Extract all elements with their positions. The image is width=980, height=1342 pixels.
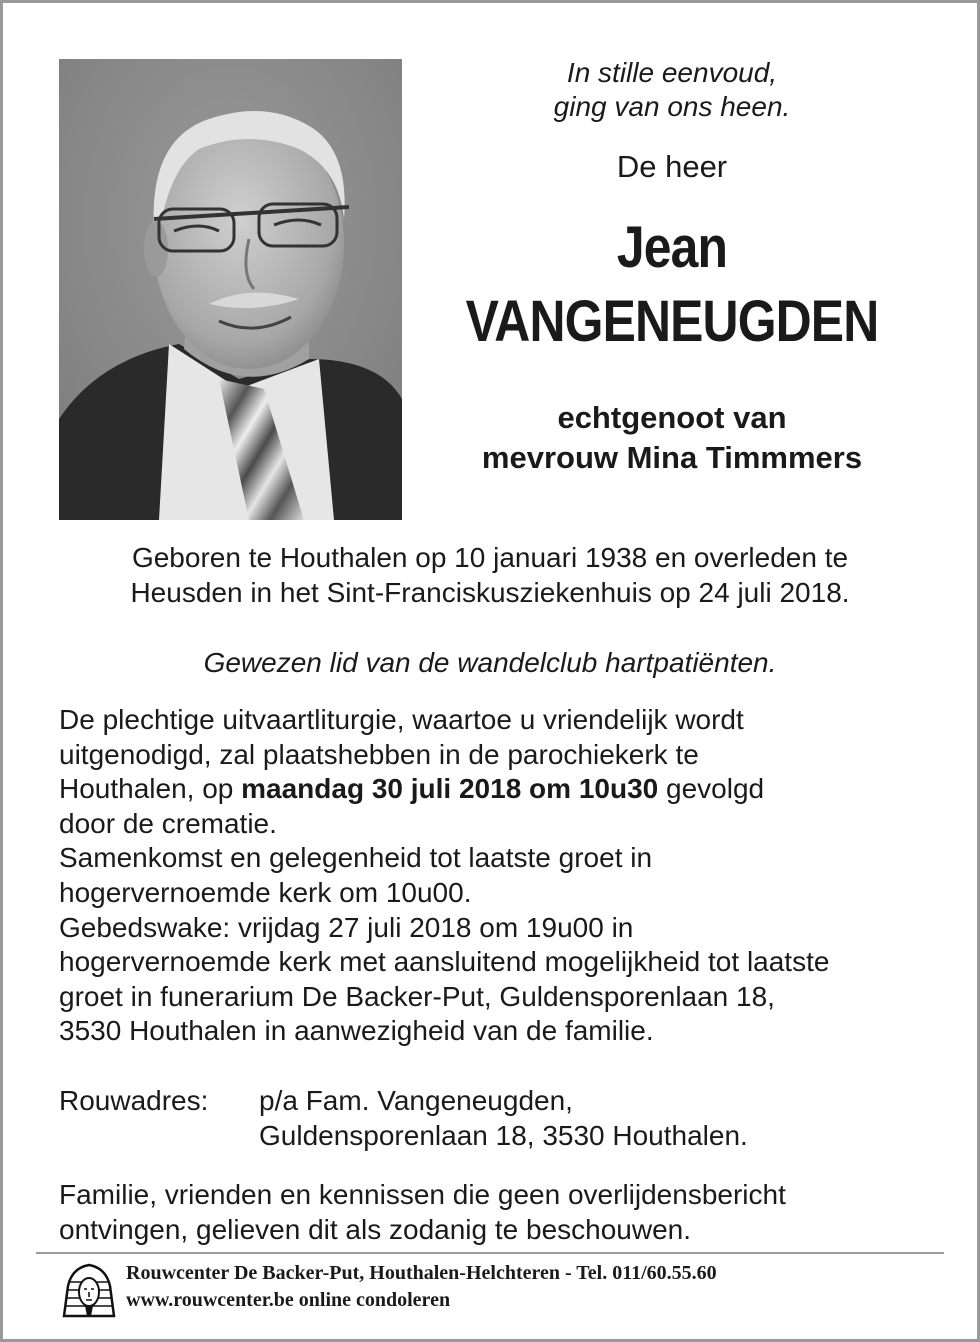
birth-line-1: Geboren te Houthalen op 10 januari 1938 en overleden te — [131, 542, 849, 573]
closing-line-1: Familie, vrienden en kennissen die geen overlijdensbericht — [59, 1179, 786, 1210]
portrait-illustration — [59, 59, 402, 520]
funeral-line-1: De plechtige uitvaartliturgie, waartoe u vriendelijk wordt — [59, 704, 744, 735]
header-block — [402, 56, 942, 478]
funeral-line-5: Samenkomst en gelegenheid tot laatste groet in — [59, 842, 653, 874]
funeral-line-2: uitgenodigd, zal plaatshebben in de parochiekerk te — [59, 738, 699, 770]
birth-line-2: Heusden in het Sint-Franciskusziekenhuis op 24 juli 2018. — [130, 577, 850, 608]
motto-line-2: ging van ons heen. — [553, 91, 791, 122]
address-value — [259, 1083, 748, 1153]
closing-note — [59, 1177, 939, 1247]
membership-note: Gewezen lid van de wandelclub hartpatiënten. — [203, 647, 777, 678]
funeral-date-time: maandag 30 juli 2018 om 10u30 — [241, 773, 659, 805]
funeral-home-footer — [126, 1260, 717, 1314]
deceased-first-name: Jean — [616, 215, 728, 280]
footer-divider — [36, 1252, 944, 1254]
spouse-line-1: echtgenoot van — [557, 400, 787, 435]
pharaoh-logo-icon — [60, 1262, 118, 1320]
funeral-line-3 — [59, 772, 939, 807]
deceased-last-name: VANGENEUGDEN — [465, 289, 879, 354]
funeral-line-3-post: gevolgd — [658, 773, 765, 805]
funeral-line-3-pre: Houthalen, op — [59, 773, 242, 805]
funeral-line-6: hogervernoemde kerk om 10u00. — [59, 876, 472, 908]
address-line-1: p/a Fam. Vangeneugden, — [259, 1085, 573, 1116]
funeral-line-8: hogervernoemde kerk met aansluitend mogelijkheid tot laatste — [59, 946, 830, 978]
salutation: De heer — [616, 149, 728, 184]
motto-line-1: In stille eenvoud, — [566, 57, 778, 88]
funeral-line-7: Gebedswake: vrijdag 27 juli 2018 om 19u00 in — [59, 911, 634, 943]
spouse-info — [402, 398, 942, 478]
address-label: Rouwadres: — [59, 1085, 209, 1116]
closing-line-2: ontvingen, gelieven dit als zodanig te beschouwen. — [59, 1214, 691, 1245]
spouse-line-2: mevrouw Mina Timmmers — [481, 440, 863, 475]
funeral-line-10: 3530 Houthalen in aanwezigheid van de familie. — [59, 1015, 654, 1047]
birth-death-info — [30, 540, 950, 610]
funeral-line-4: door de crematie. — [59, 807, 277, 839]
funeral-line-9: groet in funerarium De Backer-Put, Guldensporenlaan 18, — [59, 980, 775, 1012]
motto — [402, 56, 942, 124]
portrait-photo — [59, 59, 402, 520]
funeral-details — [59, 703, 939, 1049]
funeral-home-contact: Rouwcenter De Backer-Put, Houthalen-Helchteren - Tel. 011/60.55.60 — [126, 1262, 717, 1284]
address-line-2: Guldensporenlaan 18, 3530 Houthalen. — [259, 1120, 748, 1151]
funeral-home-website[interactable]: www.rouwcenter.be online condoleren — [126, 1289, 451, 1311]
